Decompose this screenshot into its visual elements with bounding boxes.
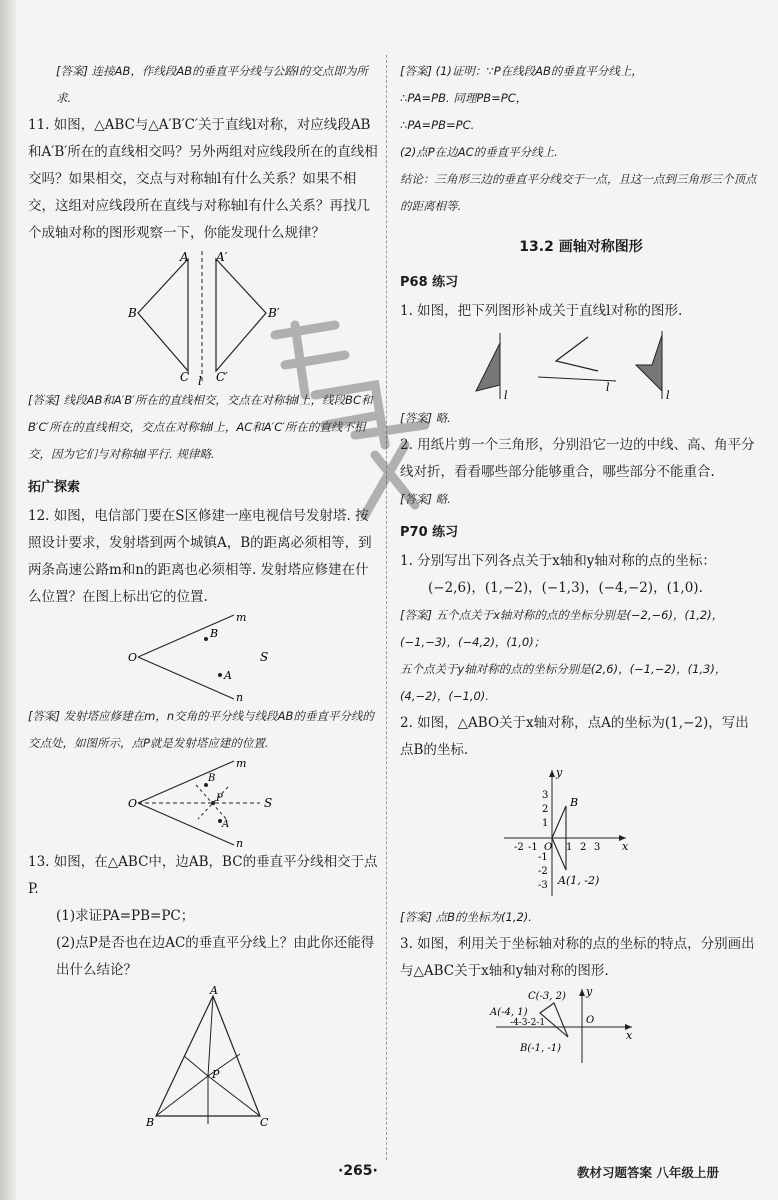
fig11-label-B2: B′ [268, 306, 280, 320]
fig70-2-tick-x0: -2 [514, 842, 524, 853]
fig12b-label-S: S [264, 796, 273, 810]
fig68-label-l2: l [606, 381, 610, 394]
answer-11: [答案] 线段AB和A′B′所在的直线相交，交点在对称轴l上，线段BC和B′C′所在的直线相交，交点在对称轴l上，AC和A′C′所在的直线不相交，因为它们与对称轴l平行. 规律略. [28, 393, 373, 461]
fig12b-label-A: A [222, 819, 230, 830]
fig70-2-tick-x1: -1 [528, 842, 538, 853]
fig70-2-tick-y1: 2 [542, 804, 549, 815]
fig70-2-tick-y3: -1 [538, 852, 548, 863]
fig13-label-P: P [212, 1068, 220, 1081]
fig11-label-C2: C′ [216, 370, 228, 384]
fig12-label-n: n [236, 691, 244, 703]
fig11-label-l: l [198, 374, 202, 387]
fig12b-label-B: B [208, 773, 216, 784]
fig70-3-label-A: A(-4, 1) [490, 1007, 528, 1018]
fig12b-label-O: O [128, 797, 138, 810]
fig13-label-A: A [210, 984, 218, 997]
fig70-2-label-O: O [544, 842, 553, 853]
p70-question-2: 2. 如图，△ABO关于x轴对称，点A的坐标为(1,−2)，写出点B的坐标. [400, 715, 749, 758]
figure-p70-3 [400, 985, 762, 1065]
fig70-3-label-x: x [626, 1029, 633, 1042]
watermark-stamp [255, 305, 445, 535]
figure-p68-1 [400, 325, 762, 405]
fig70-3-label-y: y [586, 985, 593, 998]
fig70-2-tick-y0: 3 [542, 790, 549, 801]
page-number: ·265· [338, 1163, 378, 1179]
right-column [400, 58, 762, 1065]
fig70-2-tick-x4: 2 [580, 842, 587, 853]
fig70-2-label-A: A(1, -2) [558, 874, 600, 887]
p70-answer-2: [答案] 点B的坐标为(1,2). [400, 910, 532, 924]
figure-13 [28, 984, 380, 1134]
section-p70: P70 练习 [400, 525, 459, 540]
figure-p70-2 [400, 764, 762, 904]
question-11: 11. 如图，△ABC与△A′B′C′关于直线l对称，对应线段AB和A′B′所在的直线相交吗？另外两组对应线段所在的直线相交吗？如果相交，交点与对称轴l有什么关系？如果不相交，这组对应线段所在直线与对称轴l有什么关系？再找几个成轴对称的图形观察一下，你能发现什么规律？ [28, 117, 378, 241]
fig12b-label-n: n [236, 837, 244, 849]
fig12-label-S: S [260, 650, 269, 664]
fig70-2-label-x: x [622, 840, 629, 853]
p68-answer-2: [答案] 略. [400, 492, 451, 506]
p68-answer-1: [答案] 略. [400, 411, 451, 425]
fig12-label-A: A [224, 669, 232, 682]
fig12b-label-P: P [216, 793, 223, 804]
fig12b-label-m: m [236, 757, 247, 770]
p68-question-2: 2. 用纸片剪一个三角形，分别沿它一边的中线、高、角平分线对折，看看哪些部分能够重合，哪些部分不能重合. [400, 437, 755, 480]
fig68-label-l1: l [504, 389, 508, 402]
figure-12 [28, 611, 380, 703]
fig70-2-tick-x5: 3 [594, 842, 601, 853]
fig70-2-tick-y5: -3 [538, 880, 548, 891]
fig13-label-C: C [260, 1116, 269, 1129]
fig11-label-B: B [128, 306, 137, 320]
fig70-2-label-y: y [556, 766, 563, 779]
fig11-label-C: C [180, 370, 190, 384]
fig70-3-label-B: B(-1, -1) [520, 1043, 561, 1054]
section-p68: P68 练习 [400, 275, 459, 290]
p70-answer-1b: 五个点关于y轴对称的点的坐标分别是(2,6)，(−1,−2)，(1,3)，(4,−2)，(−1,0). [400, 662, 727, 703]
p70-question-3: 3. 如图，利用关于坐标轴对称的点的坐标的特点，分别画出与△ABC关于x轴和y轴对称的图形. [400, 936, 755, 979]
p68-question-1: 1. 如图，把下列图形补成关于直线l对称的图形. [400, 303, 683, 319]
fig12-label-O: O [128, 651, 138, 664]
answer-13-line5: 结论：三角形三边的垂直平分线交于一点，且这一点到三角形三个顶点的距离相等. [400, 172, 757, 213]
question-13-part1: (1)求证PA=PB=PC； [56, 908, 195, 924]
fig70-2-tick-x3: 1 [566, 842, 573, 853]
book-title: 教材习题答案 八年级上册 [577, 1165, 719, 1180]
answer-13-line1: [答案] (1)证明：∵P在线段AB的垂直平分线上， [400, 64, 643, 78]
question-13-part2: (2)点P是否也在边AC的垂直平分线上？由此你还能得出什么结论？ [56, 935, 375, 978]
question-13-stem: 13. 如图，在△ABC中，边AB，BC的垂直平分线相交于点P. [28, 854, 378, 897]
answer-13-line3: ∴PA=PB=PC. [400, 118, 475, 132]
answer-13-line2: ∴PA=PB. 同理PB=PC， [400, 91, 528, 105]
fig70-2-label-B: B [570, 796, 579, 809]
column-divider [386, 55, 387, 1160]
fig13-label-B: B [146, 1116, 155, 1129]
fig11-label-A: A [180, 250, 189, 264]
fig11-label-A2: A′ [216, 250, 228, 264]
fig70-2-tick-y2: 1 [542, 818, 549, 829]
page-binding-shadow [0, 0, 16, 1200]
section-tuozhan: 拓广探索 [28, 480, 81, 495]
fig70-3-ticks: -4-3-2-1 [510, 1018, 546, 1028]
fig12-label-m: m [236, 611, 247, 624]
chapter-title: 13.2 画轴对称图形 [519, 239, 643, 255]
answer-10: [答案] 连接AB，作线段AB的垂直平分线与公路l的交点即为所求. [56, 64, 368, 105]
fig70-3-label-C: C(-3, 2) [528, 991, 566, 1002]
p70-question-1: 1. 分别写出下列各点关于x轴和y轴对称的点的坐标： [400, 553, 716, 569]
p70-answer-1a: [答案] 五个点关于x轴对称的点的坐标分别是(−2,−6)，(1,2)，(−1,−3)，(−4,2)，(1,0)； [400, 608, 724, 649]
fig12-label-B: B [210, 627, 219, 640]
answer-12: [答案] 发射塔应修建在m，n交角的平分线与线段AB的垂直平分线的交点处，如图所示，点P就是发射塔应建的位置. [28, 709, 374, 750]
p70-question-1-points: (−2,6)，(1,−2)，(−1,3)，(−4,−2)，(1,0). [428, 580, 703, 596]
fig68-label-l3: l [666, 389, 670, 402]
fig70-3-label-O: O [586, 1015, 595, 1026]
left-column [28, 58, 380, 1134]
figure-12-answer [28, 757, 380, 849]
answer-13-line4: (2)点P在边AC的垂直平分线上. [400, 145, 558, 159]
fig70-2-tick-y4: -2 [538, 866, 548, 877]
question-12: 12. 如图，电信部门要在S区修建一座电视信号发射塔. 按照设计要求，发射塔到两个城镇A，B的距离必须相等，到两条高速公路m和n的距离也必须相等. 发射塔应修建在什么位置？在图上标出它的位置. [28, 508, 372, 605]
